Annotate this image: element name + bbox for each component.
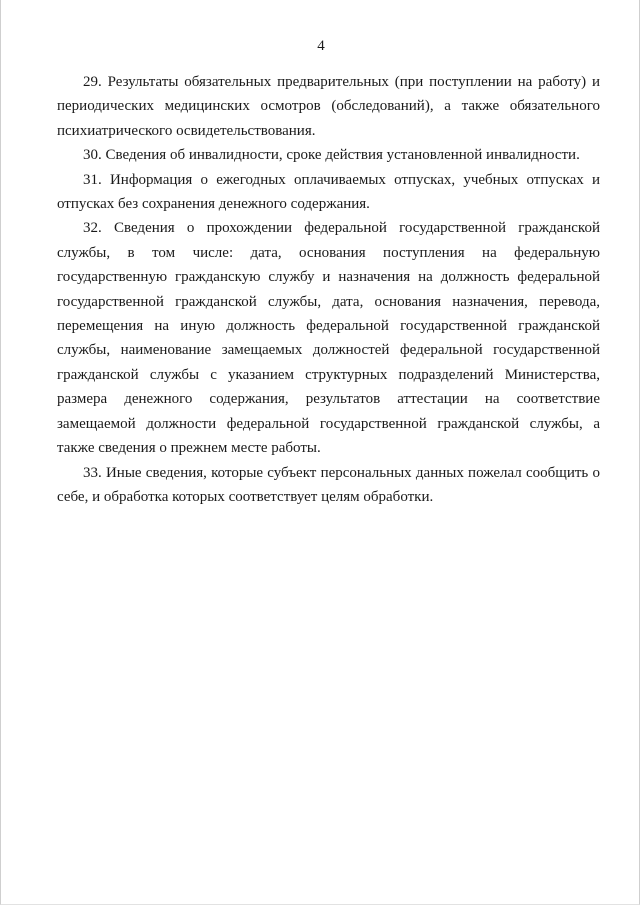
page-number: 4 — [317, 38, 325, 54]
paragraph-33: 33. Иные сведения, которые субъект персональных данных пожелал сообщить о себе, и обработка которых соответствует целям обработки. — [57, 464, 600, 505]
paragraph-29: 29. Результаты обязательных предварительных (при поступлении на работу) и периодических медицинских осмотров (обследований), а также обязательного психиатрического освидетельствования. — [57, 74, 600, 139]
paragraph-32: 32. Сведения о прохождении федеральной государственной гражданской службы, в том числе: дата, основания поступления на федеральную государственную гражданскую службу и назначения на должность федеральной государственной гражданской службы, дата, основания назначения, перевода, перемещения на иную должность федеральной государственной гражданской службы, наименование замещаемых должностей федеральной государственной гражданской службы с указанием структурных подразделений Министерства, размера денежного содержания, результатов аттестации на соответствие замещаемой должности федеральной государственной гражданской службы, а также сведения о прежнем месте работы. — [57, 220, 600, 457]
paragraph-30: 30. Сведения об инвалидности, сроке действия установленной инвалидности. — [83, 147, 580, 164]
paragraph-31: 31. Информация о ежегодных оплачиваемых отпусках, учебных отпусках и отпусках без сохранения денежного содержания. — [57, 171, 600, 213]
document-body — [57, 70, 600, 509]
